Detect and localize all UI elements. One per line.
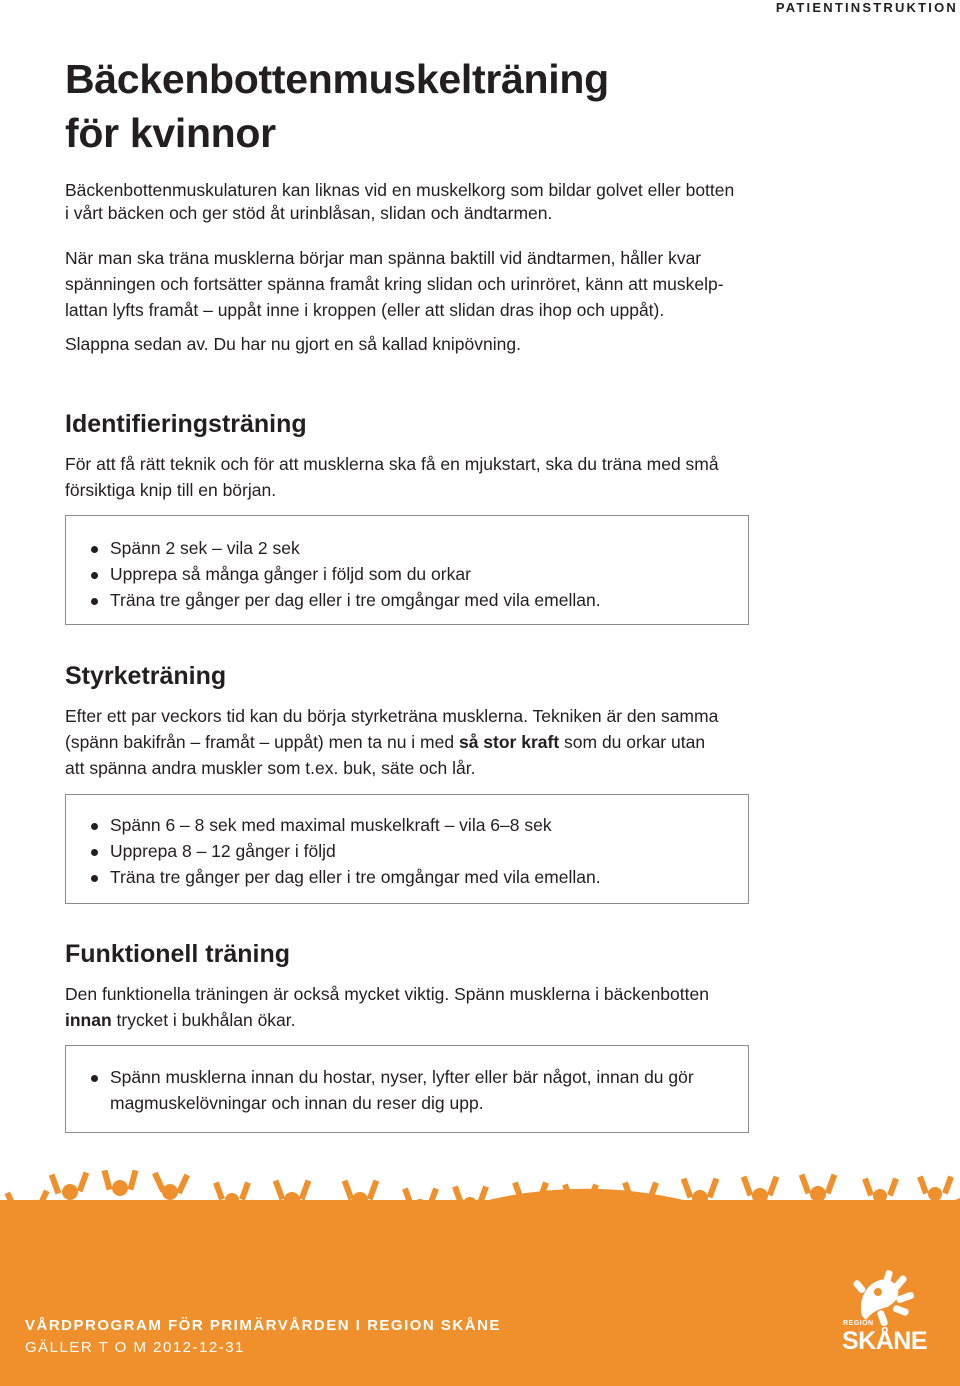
page-title [65, 52, 865, 160]
identification-line-1: För att få rätt teknik och för att musklerna ska få en mjukstart, ska du träna med små [65, 454, 719, 474]
footer-band [0, 1200, 960, 1386]
strength-line-2: (spänn bakifrån – framåt – uppåt) men ta nu i med så stor kraft som du orkar utan [65, 732, 706, 752]
identification-paragraph [65, 451, 765, 503]
title-line-2: för kvinnor [65, 110, 276, 156]
strength-heading: Styrketräning [65, 662, 227, 690]
strength-line-1: Efter ett par veckors tid kan du börja styrketräna musklerna. Tekniken är den samma [65, 706, 719, 726]
bullet-icon [91, 598, 98, 605]
document-type-label: PATIENTINSTRUKTION [775, 0, 958, 15]
logo-skane-text: SKÅNE [842, 1327, 928, 1355]
functional-heading: Funktionell träning [65, 940, 290, 968]
region-skane-logo [840, 1270, 940, 1380]
howto-line-1: När man ska träna musklerna börjar man spänna baktill vid ändtarmen, håller kvar [65, 248, 702, 268]
bullet-icon [91, 546, 98, 553]
strength-line-3: att spänna andra muskler som t.ex. buk, säte och lår. [65, 758, 476, 778]
howto-line-2: spänningen och fortsätter spänna framåt kring slidan och urinröret, känn att muskelp- [65, 274, 724, 294]
bullet-icon [91, 572, 98, 579]
list-item: Upprepa 8 – 12 gånger i följd [66, 838, 748, 864]
howto-line-3: lattan lyfts framåt – uppåt inne i kroppen (eller att slidan dras ihop och uppåt). [65, 300, 665, 320]
title-line-1: Bäckenbottenmuskelträning [65, 56, 609, 102]
functional-paragraph [65, 981, 765, 1033]
logo-region-text: REGION [843, 1320, 874, 1327]
identification-box [65, 515, 749, 625]
footer-program-label: VÅRDPROGRAM FÖR PRIMÄRVÅRDEN I REGION SKÅNE [25, 1317, 501, 1334]
intro-line-2: i vårt bäcken och ger stöd åt urinblåsan, slidan och ändtarmen. [65, 203, 553, 223]
list-item: Spänn musklerna innan du hostar, nyser, lyfter eller bär något, innan du gör magmuskelövningar och innan du reser dig upp. [66, 1064, 748, 1116]
bullet-icon [91, 1075, 98, 1082]
relax-text: Slappna sedan av. Du har nu gjort en så kallad knipövning. [65, 334, 521, 354]
identification-heading: Identifieringsträning [65, 410, 307, 438]
list-item: Upprepa så många gånger i följd som du orkar [66, 561, 748, 587]
list-item: Spänn 2 sek – vila 2 sek [66, 535, 748, 561]
functional-line-1: Den funktionella träningen är också mycket viktig. Spänn musklerna i bäckenbotten [65, 984, 709, 1004]
strength-paragraph [65, 703, 765, 781]
bullet-icon [91, 849, 98, 856]
intro-paragraph [65, 179, 765, 225]
list-item: Spänn 6 – 8 sek med maximal muskelkraft – vila 6–8 sek [66, 812, 748, 838]
footer-valid-date: GÄLLER T O M 2012-12-31 [25, 1339, 245, 1356]
howto-paragraph [65, 245, 765, 357]
intro-line-1: Bäckenbottenmuskulaturen kan liknas vid en muskelkorg som bildar golvet eller botten [65, 180, 735, 200]
list-item: Träna tre gånger per dag eller i tre omgångar med vila emellan. [66, 864, 748, 890]
functional-box [65, 1045, 749, 1133]
decorative-figures-border [0, 1170, 960, 1250]
bullet-icon [91, 823, 98, 830]
functional-line-2: innan trycket i bukhålan ökar. [65, 1010, 296, 1030]
list-item: Träna tre gånger per dag eller i tre omgångar med vila emellan. [66, 587, 748, 613]
identification-line-2: försiktiga knip till en början. [65, 480, 277, 500]
strength-box [65, 794, 749, 904]
bullet-icon [91, 875, 98, 882]
